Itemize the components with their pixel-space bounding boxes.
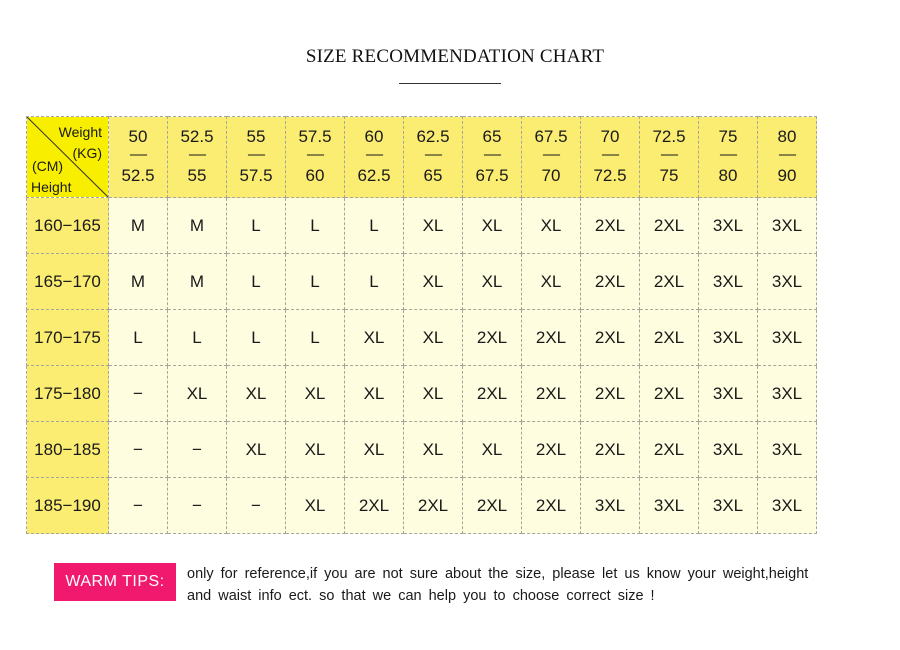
weight-header-cell [699,117,758,198]
size-cell: − [109,422,168,478]
table-row [27,366,817,422]
weight-unit: (KG) [72,145,102,161]
table-row [27,478,817,534]
tips-line-2: and waist info ect. so that we can help you to choose correct size ! [187,588,655,604]
page-title: SIZE RECOMMENDATION CHART [305,46,605,67]
size-cell: 2XL [640,422,699,478]
weight-separator: —— [542,147,559,164]
height-unit: (CM) [32,158,64,174]
weight-from: 55 [246,127,266,146]
weight-header-cell [581,117,640,198]
size-cell: 2XL [640,310,699,366]
weight-from: 70 [600,127,620,146]
weight-from: 80 [777,127,797,146]
size-cell: XL [227,422,286,478]
size-cell: 2XL [463,366,522,422]
weight-separator: —— [483,147,500,164]
weight-from: 75 [718,127,738,146]
size-cell: L [345,198,404,254]
height-range-cell: 175−180 [27,366,109,422]
weight-header-cell [758,117,817,198]
size-cell: L [286,310,345,366]
size-cell: 3XL [699,366,758,422]
weight-header-cell [168,117,227,198]
size-cell: 3XL [699,478,758,534]
size-cell: XL [463,198,522,254]
weight-from: 65 [482,127,502,146]
title-underline [399,83,501,84]
corner-cell [27,117,109,198]
size-cell: 2XL [640,366,699,422]
weight-to: 52.5 [121,166,155,185]
weight-header-cell [640,117,699,198]
weight-to: 75 [659,166,679,185]
size-cell: 3XL [640,478,699,534]
size-chart-table [26,116,817,534]
weight-separator: —— [719,147,736,164]
height-range-cell: 170−175 [27,310,109,366]
size-cell: XL [522,198,581,254]
size-cell: 2XL [581,366,640,422]
weight-header-cell [404,117,463,198]
size-cell: 3XL [758,366,817,422]
size-cell: M [109,254,168,310]
size-cell: XL [227,366,286,422]
size-cell: 3XL [758,478,817,534]
size-cell: 3XL [758,422,817,478]
size-cell: XL [404,310,463,366]
weight-to: 90 [777,166,797,185]
weight-separator: —— [306,147,323,164]
size-cell: 2XL [581,422,640,478]
weight-from: 60 [364,127,384,146]
weight-from: 67.5 [534,127,568,146]
height-range-cell: 160−165 [27,198,109,254]
size-cell: 3XL [699,254,758,310]
size-cell: XL [286,478,345,534]
size-cell: XL [345,310,404,366]
size-cell: M [168,254,227,310]
size-cell: 3XL [699,198,758,254]
table-row [27,198,817,254]
size-cell: 3XL [758,198,817,254]
table-row [27,310,817,366]
size-cell: L [227,310,286,366]
size-cell: M [109,198,168,254]
weight-header-cell [345,117,404,198]
size-cell: 2XL [463,478,522,534]
weight-to: 60 [305,166,325,185]
table-row [27,254,817,310]
size-cell: L [109,310,168,366]
size-cell: − [227,478,286,534]
size-cell: 2XL [345,478,404,534]
size-cell: − [168,422,227,478]
warm-tips-text [187,563,852,607]
weight-header-cell [109,117,168,198]
weight-separator: —— [129,147,146,164]
height-label: Height [31,179,72,195]
size-cell: XL [404,198,463,254]
weight-separator: —— [601,147,618,164]
size-cell: L [227,254,286,310]
size-cell: XL [286,366,345,422]
size-cell: − [109,478,168,534]
weight-separator: —— [247,147,264,164]
size-cell: 2XL [581,254,640,310]
weight-header-cell [227,117,286,198]
size-cell: 3XL [758,254,817,310]
header-row [27,117,817,198]
size-cell: 2XL [522,422,581,478]
size-cell: 2XL [581,310,640,366]
weight-to: 67.5 [475,166,509,185]
size-cell: 2XL [640,254,699,310]
tips-line-1: only for reference,if you are not sure about the size, please let us know your weight,height [187,566,809,582]
size-cell: − [109,366,168,422]
size-cell: XL [404,254,463,310]
size-cell: XL [286,422,345,478]
size-cell: 2XL [404,478,463,534]
weight-header-cell [522,117,581,198]
weight-from: 62.5 [416,127,450,146]
weight-separator: —— [660,147,677,164]
weight-from: 72.5 [652,127,686,146]
weight-header-cell [286,117,345,198]
weight-to: 57.5 [239,166,273,185]
size-cell: XL [404,422,463,478]
height-range-cell: 180−185 [27,422,109,478]
size-cell: XL [404,366,463,422]
size-cell: 3XL [699,310,758,366]
weight-header-cell [463,117,522,198]
height-range-cell: 185−190 [27,478,109,534]
size-cell: XL [345,366,404,422]
weight-separator: —— [778,147,795,164]
weight-from: 57.5 [298,127,332,146]
weight-from: 50 [128,127,148,146]
height-range-cell: 165−170 [27,254,109,310]
size-cell: L [227,198,286,254]
size-cell: 2XL [522,478,581,534]
size-cell: XL [463,254,522,310]
size-cell: 2XL [581,198,640,254]
warm-tips-badge: WARM TIPS: [54,563,176,601]
size-cell: 2XL [522,366,581,422]
size-cell: 2XL [640,198,699,254]
size-cell: 3XL [758,310,817,366]
weight-separator: —— [188,147,205,164]
size-cell: − [168,478,227,534]
size-cell: XL [463,422,522,478]
weight-to: 62.5 [357,166,391,185]
size-cell: XL [522,254,581,310]
weight-label: Weight [58,124,102,140]
size-cell: L [286,254,345,310]
size-cell: L [286,198,345,254]
size-cell: XL [345,422,404,478]
weight-to: 72.5 [593,166,627,185]
weight-from: 52.5 [180,127,214,146]
size-cell: 2XL [463,310,522,366]
size-cell: XL [168,366,227,422]
table-body [27,198,817,534]
table-row [27,422,817,478]
size-cell: 3XL [699,422,758,478]
weight-to: 80 [718,166,738,185]
size-cell: L [168,310,227,366]
size-cell: L [345,254,404,310]
weight-to: 70 [541,166,561,185]
size-cell: M [168,198,227,254]
size-cell: 2XL [522,310,581,366]
weight-separator: —— [424,147,441,164]
weight-separator: —— [365,147,382,164]
weight-to: 55 [187,166,207,185]
size-cell: 3XL [581,478,640,534]
weight-to: 65 [423,166,443,185]
